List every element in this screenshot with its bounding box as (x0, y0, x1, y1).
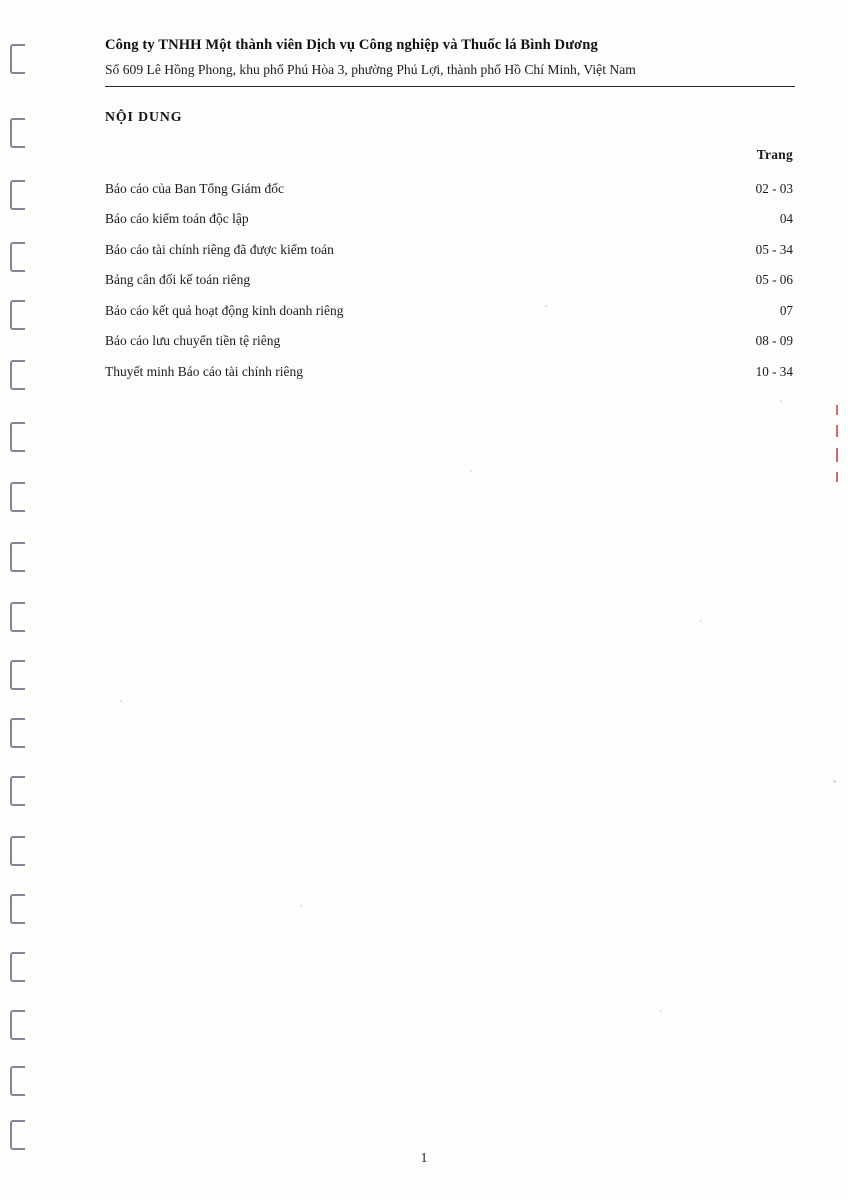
toc-row[interactable] (105, 364, 795, 380)
binder-punch-mark (10, 718, 25, 748)
scan-edge-mark (836, 405, 838, 415)
scan-speckle (833, 780, 836, 783)
scan-speckle (545, 305, 547, 307)
toc-item-pages: 05 - 06 (755, 272, 793, 288)
binder-punch-mark (10, 952, 25, 982)
binder-punch-mark (10, 300, 25, 330)
binder-punch-mark (10, 836, 25, 866)
toc-row[interactable] (105, 303, 795, 319)
toc-item-label: Bảng cân đối kế toán riêng (105, 272, 251, 288)
binder-punch-mark (10, 422, 25, 452)
toc-item-pages: 04 (779, 211, 793, 227)
binder-punch-mark (10, 542, 25, 572)
scan-edge-mark (836, 472, 838, 482)
binder-punch-mark (10, 180, 25, 210)
binder-punch-mark (10, 602, 25, 632)
scan-speckle (780, 400, 782, 402)
toc-row[interactable] (105, 242, 795, 258)
toc-row[interactable] (105, 333, 795, 349)
page-number: 1 (420, 1150, 428, 1165)
toc-item-label: Báo cáo tài chính riêng đã được kiểm toán (105, 241, 334, 257)
scan-speckle (700, 620, 702, 622)
header-divider (105, 86, 795, 87)
company-address: Số 609 Lê Hồng Phong, khu phố Phú Hòa 3, phường Phú Lợi, thành phố Hồ Chí Minh, Việt Nam (105, 61, 636, 77)
binder-punch-mark (10, 118, 25, 148)
scan-speckle (120, 700, 122, 702)
scan-speckle (470, 470, 472, 472)
toc-row[interactable] (105, 181, 795, 197)
toc-item-label: Báo cáo kết quả hoạt động kinh doanh riêng (105, 302, 344, 318)
binder-punch-marks (6, 30, 32, 1170)
scan-edge-mark (836, 448, 838, 462)
binder-punch-mark (10, 44, 25, 74)
binder-punch-mark (10, 894, 25, 924)
binder-punch-mark (10, 1066, 25, 1096)
toc-item-label: Báo cáo kiểm toán độc lập (105, 211, 249, 227)
scan-speckle (660, 1010, 662, 1012)
toc-item-pages: 08 - 09 (755, 333, 793, 349)
document-content (105, 36, 795, 394)
toc-row[interactable] (105, 272, 795, 288)
toc-item-label: Thuyết minh Báo cáo tài chính riêng (105, 363, 303, 379)
binder-punch-mark (10, 660, 25, 690)
toc-list (105, 181, 795, 380)
binder-punch-mark (10, 776, 25, 806)
binder-punch-mark (10, 1010, 25, 1040)
company-name: Công ty TNHH Một thành viên Dịch vụ Công nghiệp và Thuốc lá Bình Dương (105, 37, 598, 53)
toc-item-pages: 02 - 03 (755, 180, 793, 196)
toc-item-pages: 05 - 34 (755, 241, 793, 257)
binder-punch-mark (10, 1120, 25, 1150)
toc-item-pages: 07 (779, 302, 793, 318)
binder-punch-mark (10, 242, 25, 272)
toc-item-label: Báo cáo của Ban Tổng Giám đốc (105, 180, 284, 196)
binder-punch-mark (10, 482, 25, 512)
binder-punch-mark (10, 360, 25, 390)
toc-page-column-header: Trang (756, 146, 793, 162)
toc-item-pages: 10 - 34 (755, 363, 793, 379)
scan-edge-mark (836, 425, 838, 437)
toc-title: NỘI DUNG (105, 108, 183, 124)
scan-speckle (300, 905, 302, 907)
toc-row[interactable] (105, 211, 795, 227)
toc-item-label: Báo cáo lưu chuyển tiền tệ riêng (105, 333, 281, 349)
